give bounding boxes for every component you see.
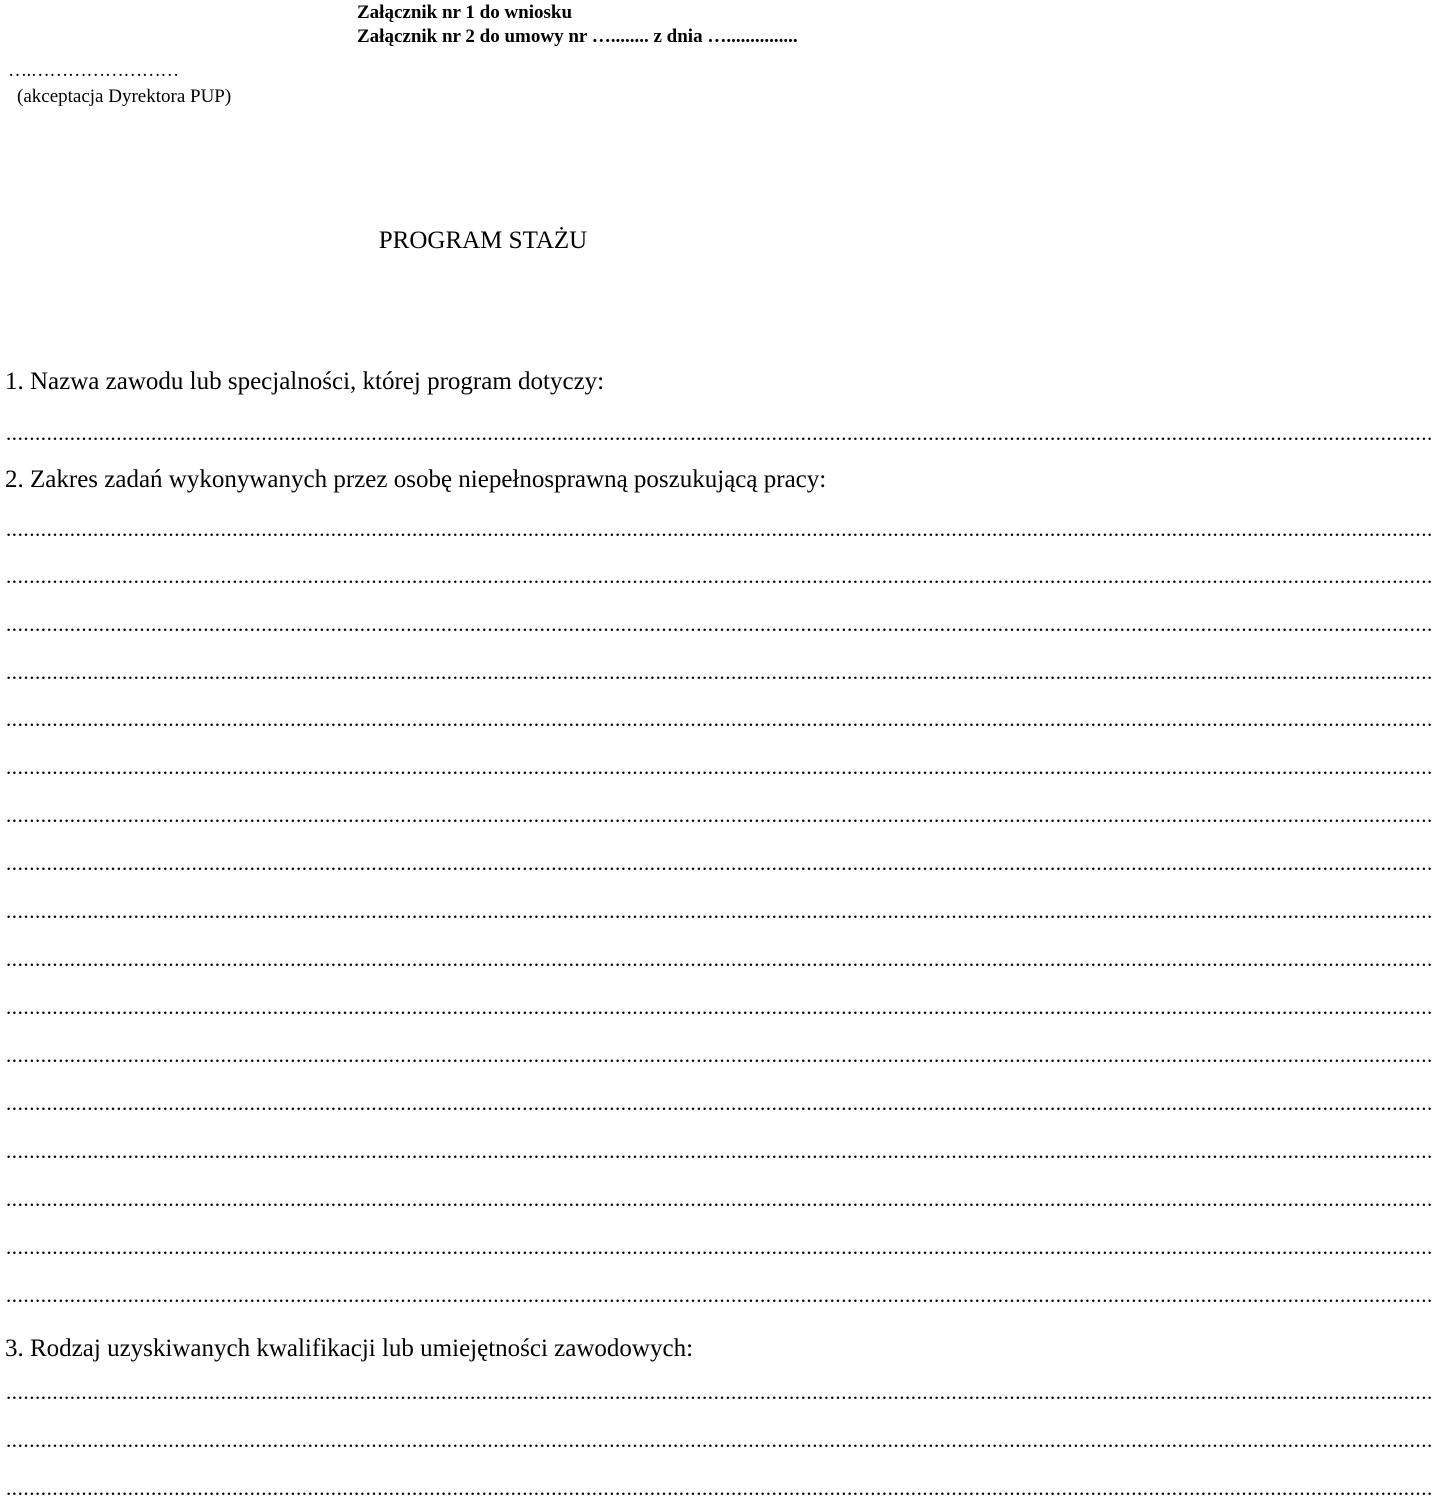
attachment-header (357, 1, 798, 49)
section-1-heading: 1. Nazwa zawodu lub specjalności, której program dotyczy: (5, 368, 605, 395)
section-2-dotted-line: ...................................................................................................................................................................................................................................................... (6, 755, 1433, 779)
section-2-dotted-line: ...................................................................................................................................................................................................................................................... (6, 899, 1433, 923)
section-2-dotted-line: ...................................................................................................................................................................................................................................................... (6, 1091, 1433, 1115)
section-2-dotted-line: ...................................................................................................................................................................................................................................................... (6, 660, 1433, 684)
section-2-dotted-line: ...................................................................................................................................................................................................................................................... (6, 851, 1433, 875)
section-2-dotted-line: ...................................................................................................................................................................................................................................................... (6, 612, 1433, 636)
section-2-dotted-line: ...................................................................................................................................................................................................................................................... (6, 1139, 1433, 1163)
page-title: PROGRAM STAŻU (378, 227, 588, 254)
section-3-dotted-line: ...................................................................................................................................................................................................................................................... (6, 1428, 1433, 1452)
section-2-dotted-line: ...................................................................................................................................................................................................................................................... (6, 564, 1433, 588)
section-2-dotted-line: ...................................................................................................................................................................................................................................................... (6, 1235, 1433, 1259)
section-2-dotted-line: ...................................................................................................................................................................................................................................................... (6, 1043, 1433, 1067)
section-1-dotted-line: ...................................................................................................................................................................................................................................................... (6, 421, 1433, 445)
section-3-dotted-line: ...................................................................................................................................................................................................................................................... (6, 1476, 1433, 1500)
attachment-line-1: Załącznik nr 1 do wniosku (357, 2, 573, 23)
acceptance-signature-line: ….…………………… (8, 60, 179, 81)
section-2-dotted-line: ...................................................................................................................................................................................................................................................... (6, 947, 1433, 971)
section-2-dotted-line: ...................................................................................................................................................................................................................................................... (6, 1283, 1433, 1307)
attachment-line-2: Załącznik nr 2 do umowy nr …........ z dnia …............... (357, 26, 798, 47)
section-2-dotted-line: ...................................................................................................................................................................................................................................................... (6, 995, 1433, 1019)
section-2-dotted-line: ...................................................................................................................................................................................................................................................... (6, 517, 1433, 541)
section-2-heading: 2. Zakres zadań wykonywanych przez osobę niepełnosprawną poszukującą pracy: (5, 466, 827, 493)
section-2-dotted-line: ...................................................................................................................................................................................................................................................... (6, 1187, 1433, 1211)
section-3-dotted-line: ...................................................................................................................................................................................................................................................... (6, 1380, 1433, 1404)
section-2-dotted-line: ...................................................................................................................................................................................................................................................... (6, 803, 1433, 827)
acceptance-label: (akceptacja Dyrektora PUP) (17, 86, 232, 107)
section-3-heading: 3. Rodzaj uzyskiwanych kwalifikacji lub umiejętności zawodowych: (5, 1335, 694, 1362)
section-2-dotted-line: ...................................................................................................................................................................................................................................................... (6, 707, 1433, 731)
